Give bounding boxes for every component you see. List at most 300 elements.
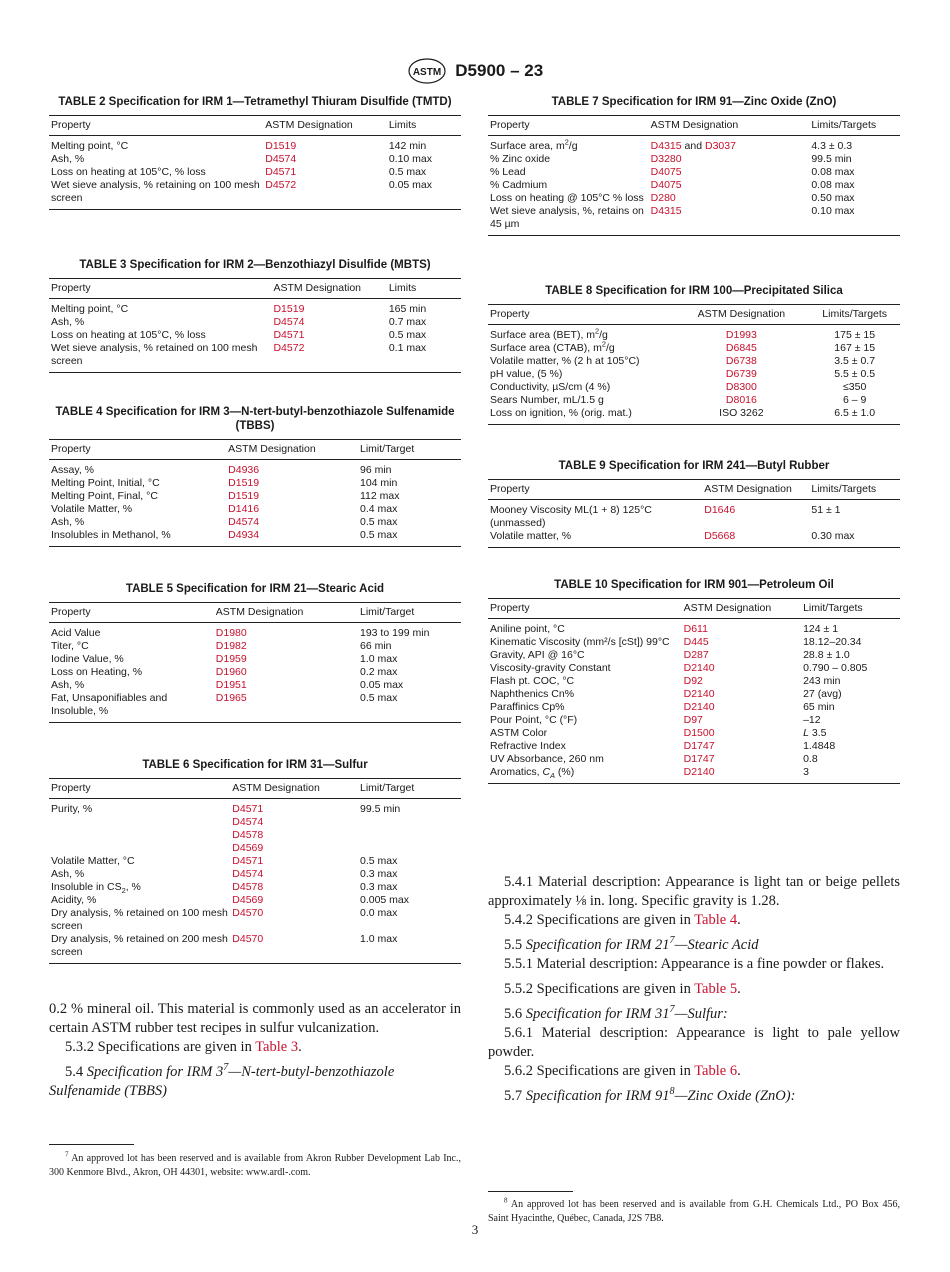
paragraph: 5.4.1 Material description: Appearance is light tan or beige pellets approximately ⅛ in. long. Specific gravity is 1.28.	[488, 874, 900, 909]
cell-property: Paraffinics Cp%	[490, 701, 565, 713]
cell-property: Melting point, °C	[51, 140, 129, 152]
table-4-link[interactable]: Table 4	[694, 912, 738, 928]
designation-link[interactable]: D4574	[232, 816, 264, 828]
superscript: 2	[601, 339, 606, 349]
paragraph: 0.2 % mineral oil. This material is commonly used as an accelerator in certain ASTM rubber test recipes in sulfur vulcanization.	[49, 1001, 461, 1036]
designation-link[interactable]: D8300	[725, 381, 757, 393]
cell-property: Dry analysis, % retained on 100 mesh screen	[51, 907, 228, 932]
subscript: 2	[121, 886, 126, 896]
designation-link[interactable]: D4571	[265, 166, 297, 178]
table-10	[488, 578, 900, 784]
designation-link[interactable]: D1747	[683, 753, 715, 765]
left-body-text	[49, 1000, 461, 1101]
table-row	[49, 179, 461, 210]
cell-property: Ash, %	[51, 316, 85, 328]
col-header: Limit/Targets	[801, 599, 900, 619]
section-number: 5.5	[504, 937, 526, 953]
cell-limit: 65 min	[803, 701, 835, 713]
table-row	[49, 329, 461, 342]
footnote-ref[interactable]: 8	[669, 1086, 675, 1098]
table-row	[488, 740, 900, 753]
table-row	[49, 692, 461, 723]
cell-limit: 0.8	[803, 753, 818, 765]
section-heading	[488, 1087, 900, 1106]
cell-designation: ISO 3262	[719, 407, 764, 419]
designation-link[interactable]: D1965	[215, 692, 247, 704]
designation-link[interactable]: D4315	[650, 140, 682, 152]
cell-property: % Lead	[490, 166, 526, 178]
paragraph: 5.5.1 Material description: Appearance is a fine powder or flakes.	[504, 956, 885, 972]
table-row	[49, 460, 461, 478]
footnote-number: 8	[504, 1196, 508, 1205]
text-part: Insoluble in CS	[51, 881, 122, 893]
table-8	[488, 284, 900, 425]
table-6	[49, 758, 461, 964]
cell-property: Sears Number, mL/1.5 g	[490, 394, 604, 406]
cell-property: Acid Value	[51, 627, 101, 639]
col-header: Property	[49, 779, 230, 799]
cell-limit: 0.005 max	[359, 894, 410, 906]
table-row	[488, 675, 900, 688]
designation-link[interactable]: D6739	[725, 368, 757, 380]
paragraph: 5.6.1 Material description: Appearance is light to pale yellow powder.	[488, 1025, 900, 1060]
designation-link[interactable]: D1960	[215, 666, 247, 678]
text-part: L	[803, 727, 809, 739]
cell-limit: 0.4 max	[359, 503, 398, 515]
cell-limit: 28.8 ± 1.0	[803, 649, 850, 661]
text-part: /g	[599, 329, 608, 341]
table-row	[49, 490, 461, 503]
cell-limit: 6 – 9	[842, 394, 867, 406]
designation-link[interactable]: D4569	[232, 894, 264, 906]
table-4-title: TABLE 4 Specification for IRM 3—N-tert-butyl-benzothiazole Sulfenamide (TBBS)	[55, 406, 455, 432]
text-part: , %	[125, 881, 141, 893]
cell-property: Wet sieve analysis, %, retains on 45 µm	[490, 205, 644, 230]
designation-link[interactable]: D4075	[650, 166, 682, 178]
col-header: Property	[49, 440, 226, 460]
col-header: ASTM Designation	[682, 599, 801, 619]
cell-property: UV Absorbance, 260 nm	[490, 753, 604, 765]
cell-limit: 99.5 min	[359, 803, 401, 815]
table-row	[488, 619, 900, 637]
paragraph	[49, 1038, 461, 1057]
standard-designation: D5900 – 23	[455, 61, 544, 80]
section-number: 5.4	[65, 1064, 87, 1080]
designation-link[interactable]: D5668	[704, 530, 736, 542]
table-row	[488, 701, 900, 714]
table-7-grid	[488, 115, 900, 236]
designation-link[interactable]: D1959	[215, 653, 247, 665]
cell-property: Loss on ignition, % (orig. mat.)	[490, 407, 632, 419]
table-row	[488, 766, 900, 784]
designation-link[interactable]: D1500	[683, 727, 715, 739]
cell-property	[488, 325, 673, 343]
col-header: Property	[488, 305, 673, 325]
col-header: ASTM Designation	[263, 116, 387, 136]
designation-link[interactable]: D8016	[725, 394, 757, 406]
cell-limit: 1.0 max	[359, 653, 398, 665]
cell-limit: 142 min	[388, 140, 427, 152]
cell-limit: 96 min	[359, 464, 392, 476]
table-row	[49, 316, 461, 329]
text-part: .	[298, 1039, 302, 1055]
cell-property: Conductivity, µS/cm (4 %)	[490, 381, 611, 393]
cell-property: Volatile Matter, °C	[51, 855, 135, 867]
designation-link[interactable]: D2140	[683, 688, 715, 700]
table-3-grid	[49, 278, 461, 373]
designation-link[interactable]: D4578	[232, 881, 264, 893]
designation-link[interactable]: D4075	[650, 179, 682, 191]
footnote-rule	[488, 1191, 573, 1192]
designation-link[interactable]: D4574	[228, 516, 260, 528]
table-3-link[interactable]: Table 3	[255, 1039, 299, 1055]
designation-link[interactable]: D97	[683, 714, 703, 726]
table-5-grid	[49, 602, 461, 723]
designation-link[interactable]: D1519	[228, 490, 260, 502]
table-row	[49, 477, 461, 490]
designation-link[interactable]: D4571	[232, 803, 264, 815]
designation-link[interactable]: D1416	[228, 503, 260, 515]
table-row	[49, 342, 461, 373]
table-6-link[interactable]: Table 6	[694, 1063, 738, 1079]
table-9-title: TABLE 9 Specification for IRM 241—Butyl Rubber	[558, 460, 830, 472]
table-row	[488, 205, 900, 236]
designation-link[interactable]: D3280	[650, 153, 682, 165]
cell-property	[488, 339, 673, 355]
section-heading	[49, 1063, 461, 1101]
text-part: .	[737, 1063, 741, 1079]
text-part: Specification for IRM 21	[525, 937, 670, 953]
paragraph	[488, 1062, 900, 1081]
superscript: 2	[595, 326, 600, 336]
cell-limit: 0.10 max	[811, 205, 855, 217]
designation-link[interactable]: D6845	[725, 342, 757, 354]
designation-link[interactable]: D287	[683, 649, 709, 661]
cell-property	[488, 766, 682, 784]
table-6-grid	[49, 778, 461, 964]
designation-link[interactable]: D2140	[683, 701, 715, 713]
cell-property: Volatile matter, % (2 h at 105°C)	[490, 355, 640, 367]
designation-link[interactable]: D1747	[683, 740, 715, 752]
cell-limit: 193 to 199 min	[359, 627, 430, 639]
cell-limit: 0.5 max	[359, 516, 398, 528]
logo-text: ASTM	[412, 67, 441, 78]
table-row	[488, 407, 900, 425]
designation-link[interactable]: D4570	[232, 933, 264, 945]
cell-property: Acidity, %	[51, 894, 97, 906]
cell-limit: 0.30 max	[811, 530, 855, 542]
cell-property: Melting point, °C	[51, 303, 129, 315]
table-2-grid	[49, 115, 461, 210]
designation-link[interactable]: D1519	[228, 477, 260, 489]
col-header: Limits	[387, 116, 461, 136]
text-part: 5.6.2 Specifications are given in	[504, 1063, 695, 1079]
table-row	[488, 662, 900, 675]
designation-link[interactable]: D4571	[273, 329, 305, 341]
cell-property: Titer, °C	[51, 640, 89, 652]
cell-property: Fat, Unsaponifiables and Insoluble, %	[51, 692, 168, 717]
table-row	[488, 714, 900, 727]
designation-link[interactable]: D2140	[683, 766, 715, 778]
text-part: Surface area (CTAB), m	[490, 342, 602, 354]
table-row	[49, 136, 461, 154]
cell-limit: 1.4848	[803, 740, 836, 752]
designation-link[interactable]: D4934	[228, 529, 260, 541]
cell-limit: 3.5 ± 0.7	[834, 355, 876, 367]
cell-property: Ash, %	[51, 868, 85, 880]
designation-link[interactable]: D445	[683, 636, 709, 648]
text-part: Surface area, m	[490, 140, 565, 152]
cell-property: Melting Point, Initial, °C	[51, 477, 160, 489]
text-part: (%)	[555, 766, 575, 778]
table-8-title: TABLE 8 Specification for IRM 100—Precipitated Silica	[545, 285, 843, 297]
cell-property: Loss on heating @ 105°C % loss	[490, 192, 644, 204]
text-part: 5.4.2 Specifications are given in	[504, 912, 695, 928]
cell-limit: 0.5 max	[388, 166, 427, 178]
footnote-ref[interactable]: 7	[669, 1004, 675, 1016]
cell-property: Wet sieve analysis, % retained on 100 mesh screen	[51, 342, 258, 367]
text-part: .	[737, 981, 741, 997]
cell-property: Ash, %	[51, 679, 85, 691]
cell-property: Kinematic Viscosity (mm²/s [cSt]) 99°C	[490, 636, 670, 648]
designation-link[interactable]: D4569	[232, 842, 264, 854]
table-row	[488, 136, 900, 154]
cell-limit: 175 ± 15	[834, 329, 876, 341]
cell-limit: 18.12–20.34	[803, 636, 862, 648]
cell-property: Purity, %	[51, 803, 93, 815]
designation-link[interactable]: D92	[683, 675, 703, 687]
col-header: ASTM Designation	[649, 116, 810, 136]
cell-limit: 4.3 ± 0.3	[811, 140, 853, 152]
table-3	[49, 258, 461, 373]
table-6-title: TABLE 6 Specification for IRM 31—Sulfur	[142, 759, 368, 771]
text-part: .	[737, 912, 741, 928]
designation-link[interactable]: D4572	[273, 342, 305, 354]
col-header: ASTM Designation	[226, 440, 358, 460]
cell-limit: 0.0 max	[359, 907, 398, 919]
designation-link[interactable]: D6738	[725, 355, 757, 367]
table-row	[49, 153, 461, 166]
cell-limit: 0.08 max	[811, 179, 855, 191]
designation-link[interactable]: D1519	[265, 140, 297, 152]
table-row	[49, 855, 461, 868]
designation-link[interactable]: D1646	[704, 504, 736, 516]
designation-link[interactable]: D611	[683, 623, 708, 635]
table-4	[49, 405, 461, 547]
footnote-rule	[49, 1144, 134, 1145]
col-header: ASTM Designation	[673, 305, 809, 325]
cell-limit: 51 ± 1	[811, 504, 841, 516]
cell-limit: 0.05 max	[388, 179, 433, 191]
cell-designation	[649, 136, 810, 154]
table-row	[49, 529, 461, 547]
text-part: C	[542, 766, 551, 778]
table-row	[49, 933, 461, 964]
cell-limit: 0.2 max	[359, 666, 398, 678]
table-row	[49, 907, 461, 933]
cell-property: Melting Point, Final, °C	[51, 490, 158, 502]
text-part: /g	[605, 342, 615, 354]
cell-limit: 66 min	[359, 640, 392, 652]
table-8-grid	[488, 304, 900, 425]
cell-property: % Cadmium	[490, 179, 548, 191]
cell-limit: 0.790 – 0.805	[803, 662, 868, 674]
text-part: Specification for IRM 3	[86, 1064, 224, 1080]
cell-property: Gravity, API @ 16°C	[490, 649, 585, 661]
cell-property: Dry analysis, % retained on 200 mesh screen	[51, 933, 228, 958]
text-part: 3.5	[808, 727, 827, 739]
designation-link[interactable]: D4574	[265, 153, 297, 165]
cell-property	[488, 136, 649, 154]
designation-link[interactable]: D1980	[215, 627, 247, 639]
cell-property: Wet sieve analysis, % retaining on 100 mesh screen	[51, 179, 260, 204]
cell-property: % Zinc oxide	[490, 153, 551, 165]
cell-limit: 0.10 max	[388, 153, 433, 165]
cell-property: Assay, %	[51, 464, 94, 476]
cell-limit: 167 ± 15	[834, 342, 876, 354]
cell-property: ASTM Color	[490, 727, 548, 739]
astm-logo	[407, 58, 447, 84]
section-number: 5.6	[504, 1006, 526, 1022]
table-5-link[interactable]: Table 5	[694, 981, 738, 997]
cell-limit: 0.3 max	[359, 868, 398, 880]
col-header: Limits	[387, 279, 461, 299]
designation-link[interactable]: D4578	[232, 829, 264, 841]
cell-property: Mooney Viscosity ML(1 + 8) 125°C (unmassed)	[490, 504, 652, 529]
designation-link[interactable]: D4315	[650, 205, 682, 217]
table-row	[488, 530, 900, 548]
designation-link[interactable]: D4572	[265, 179, 297, 191]
designation-link[interactable]: D1982	[215, 640, 247, 652]
text-part: —Stearic Acid	[674, 937, 759, 953]
cell-limit: 0.05 max	[359, 679, 404, 691]
table-7-title: TABLE 7 Specification for IRM 91—Zinc Oxide (ZnO)	[551, 96, 837, 108]
footnote-7	[49, 1152, 461, 1180]
col-header: Limit/Target	[358, 779, 461, 799]
cell-limit: 0.5 max	[359, 529, 398, 541]
cell-property: Insolubles in Methanol, %	[51, 529, 171, 541]
col-header: Limits/Targets	[809, 305, 900, 325]
designation-link[interactable]: D3037	[705, 140, 736, 152]
designation-link[interactable]: D4574	[232, 868, 264, 880]
cell-property: Refractive Index	[490, 740, 566, 752]
table-row	[49, 623, 461, 641]
subscript: A	[550, 771, 556, 781]
col-header: ASTM Designation	[271, 279, 386, 299]
table-3-title: TABLE 3 Specification for IRM 2—Benzothiazyl Disulfide (MBTS)	[79, 259, 431, 271]
cell-limit: 0.5 max	[359, 855, 398, 867]
col-header: ASTM Designation	[702, 480, 809, 500]
col-header: ASTM Designation	[214, 603, 358, 623]
table-row	[49, 503, 461, 516]
table-row	[488, 342, 900, 355]
text-part: Specification for IRM 91	[525, 1088, 670, 1104]
table-row	[488, 368, 900, 381]
table-row	[49, 799, 461, 856]
table-row	[49, 868, 461, 881]
table-row	[488, 381, 900, 394]
page-number: 3	[471, 1222, 479, 1237]
table-2	[49, 95, 461, 210]
text-part: 5.3.2 Specifications are given in	[65, 1039, 256, 1055]
col-header: Limits/Targets	[809, 116, 900, 136]
text-part: —Sulfur:	[674, 1006, 728, 1022]
cell-limit: 27 (avg)	[803, 688, 842, 700]
col-header: Property	[488, 480, 702, 500]
cell-property: Loss on heating at 105°C, % loss	[51, 166, 206, 178]
cell-property: Loss on heating at 105°C, % loss	[51, 329, 206, 341]
cell-property: Volatile matter, %	[490, 530, 572, 542]
table-row	[488, 688, 900, 701]
cell-limit: 104 min	[359, 477, 398, 489]
designation-link[interactable]: D280	[650, 192, 676, 204]
col-header: Property	[49, 279, 271, 299]
col-header: Limits/Targets	[809, 480, 900, 500]
col-header: Property	[49, 116, 263, 136]
cell-property: Ash, %	[51, 516, 85, 528]
text-part: Aromatics,	[490, 766, 543, 778]
right-body-text	[488, 873, 900, 1106]
designation-link[interactable]: D2140	[683, 662, 715, 674]
table-row	[488, 394, 900, 407]
designation-link[interactable]: D4574	[273, 316, 305, 328]
table-row	[488, 636, 900, 649]
cell-limit: 112 max	[359, 490, 400, 502]
page-header	[0, 58, 950, 84]
cell-property: Loss on Heating, %	[51, 666, 143, 678]
table-row	[488, 727, 900, 740]
table-4-grid	[49, 439, 461, 547]
cell-limit: 5.5 ± 0.5	[834, 368, 876, 380]
cell-limit: 0.08 max	[811, 166, 855, 178]
text-part: and	[684, 140, 703, 152]
superscript: 2	[564, 137, 569, 147]
designation-link[interactable]: D1951	[215, 679, 247, 691]
footnote-number: 7	[65, 1150, 69, 1159]
table-7	[488, 95, 900, 236]
cell-limit	[801, 727, 900, 740]
table-row	[49, 679, 461, 692]
cell-limit: 0.3 max	[359, 881, 398, 893]
table-row	[49, 640, 461, 653]
designation-link[interactable]: D1519	[273, 303, 305, 315]
cell-property: Viscosity-gravity Constant	[490, 662, 611, 674]
col-header: Property	[49, 603, 214, 623]
cell-property: pH value, (5 %)	[490, 368, 563, 380]
section-heading	[488, 1005, 900, 1024]
designation-link[interactable]: D4936	[228, 464, 260, 476]
table-row	[49, 516, 461, 529]
table-5-title: TABLE 5 Specification for IRM 21—Stearic Acid	[125, 583, 385, 595]
designation-link[interactable]: D1993	[725, 329, 757, 341]
cell-limit: 99.5 min	[811, 153, 852, 165]
cell-limit: 1.0 max	[359, 933, 398, 945]
designation-link[interactable]: D4571	[232, 855, 264, 867]
paragraph	[488, 980, 900, 999]
table-row	[49, 166, 461, 179]
section-heading	[488, 936, 900, 955]
cell-limit: 243 min	[803, 675, 841, 687]
cell-property: Aniline point, °C	[490, 623, 565, 635]
footnote-ref[interactable]: 7	[669, 935, 675, 947]
cell-property: Flash pt. COC, °C	[490, 675, 575, 687]
cell-limit: 0.1 max	[388, 342, 427, 354]
table-row	[488, 192, 900, 205]
footnote-ref[interactable]: 7	[223, 1062, 229, 1074]
footnote-text: An approved lot has been reserved and is available from Akron Rubber Development Lab Inc., 300 Kenmore Blvd., Akron, OH 44301, website: www.ardl-.com.	[49, 1153, 461, 1178]
cell-limit: 165 min	[388, 303, 427, 315]
designation-link[interactable]: D4570	[232, 907, 264, 919]
